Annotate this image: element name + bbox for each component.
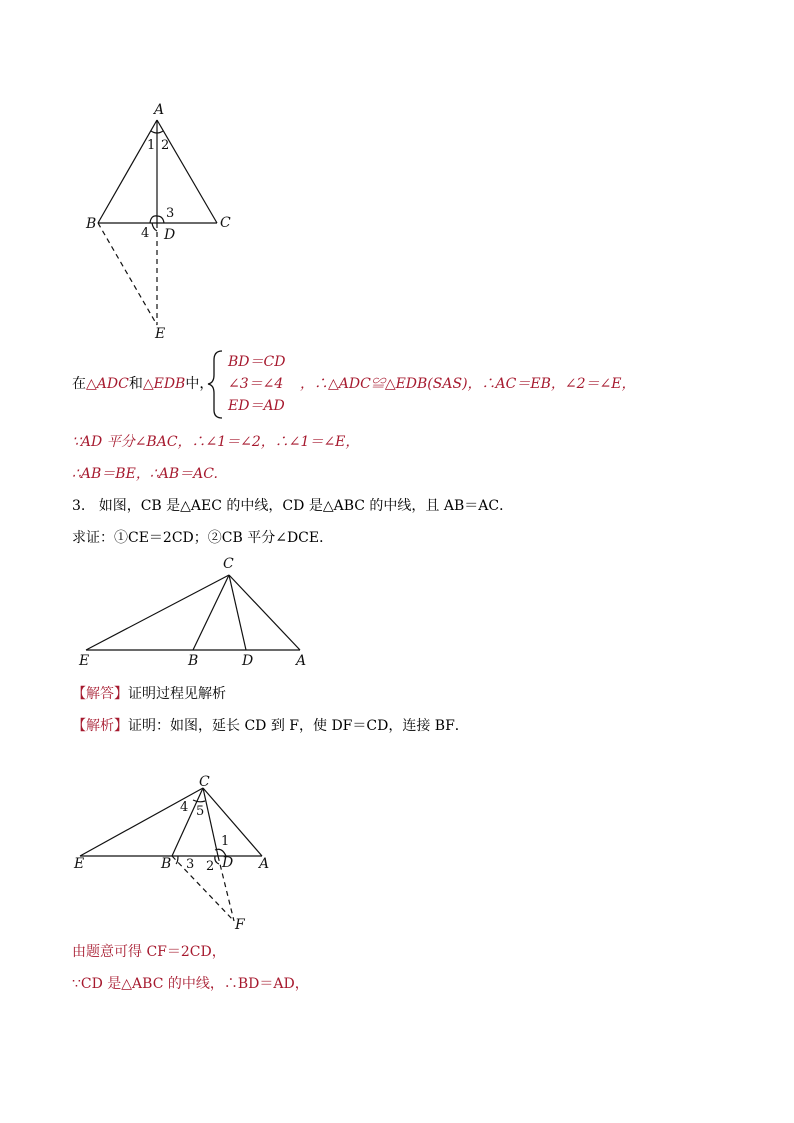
fig3-label-D: D (222, 855, 234, 871)
fig1-label-A: A (154, 102, 165, 118)
fig3-angle-2: 2 (206, 859, 215, 874)
fig3-label-F: F (235, 917, 245, 933)
fig2-label-C: C (223, 556, 234, 572)
fig3-label-C: C (199, 774, 210, 790)
fig1-angle-1: 1 (147, 138, 156, 153)
fig1-label-B: B (86, 216, 97, 232)
fig3-label-E: E (74, 856, 85, 872)
proof1-conclusion: ，∴△ADC≌△EDB(SAS)，∴AC＝EB，∠2＝∠E， (300, 376, 636, 392)
fig3-angle-4: 4 (180, 800, 189, 815)
fig3-label-A: A (259, 856, 270, 872)
system-eq-1: BD＝CD (228, 354, 286, 370)
fig2-label-B: B (188, 653, 199, 669)
problem3-prove: 求证：①CE＝2CD；②CB 平分∠DCE． (72, 530, 334, 546)
fig3-angle-1: 1 (221, 834, 230, 849)
fig2-label-D: D (242, 653, 254, 669)
proof3-line2: ∵CD 是△ABC 的中线，∴BD＝AD， (72, 976, 309, 992)
answer-line: 【解答】证明过程见解析 (72, 686, 226, 702)
analysis-line: 【解析】证明：如图，延长 CD 到 F，使 DF＝CD，连接 BF． (72, 718, 469, 734)
system-eq-2: ∠3＝∠4 (228, 376, 284, 392)
fig2-label-A: A (296, 653, 307, 669)
fig1-angle-2: 2 (161, 138, 170, 153)
system-eq-3: ED＝AD (228, 398, 285, 414)
fig2-label-E: E (79, 653, 90, 669)
fig3-angle-5: 5 (196, 804, 205, 819)
fig3-angle-3: 3 (186, 857, 195, 872)
fig1-label-D: D (164, 227, 176, 243)
proof1-line3: ∴AB＝BE，∴AB＝AC. (72, 466, 218, 482)
proof1-line2: ∵AD 平分∠BAC，∴∠1＝∠2，∴∠1＝∠E， (72, 434, 360, 450)
fig1-label-E: E (155, 326, 166, 342)
proof3-line1: 由题意可得 CF＝2CD， (72, 944, 226, 960)
fig3-label-B: B (161, 856, 172, 872)
fig1-angle-4: 4 (141, 226, 150, 241)
fig1-angle-3: 3 (166, 206, 175, 221)
proof1-line1: 在△ADC和△EDB中， (72, 376, 214, 392)
problem3-statement: 3. 如图，CB 是△AEC 的中线，CD 是△ABC 的中线，且 AB＝AC． (72, 498, 514, 514)
fig1-label-C: C (220, 215, 231, 231)
